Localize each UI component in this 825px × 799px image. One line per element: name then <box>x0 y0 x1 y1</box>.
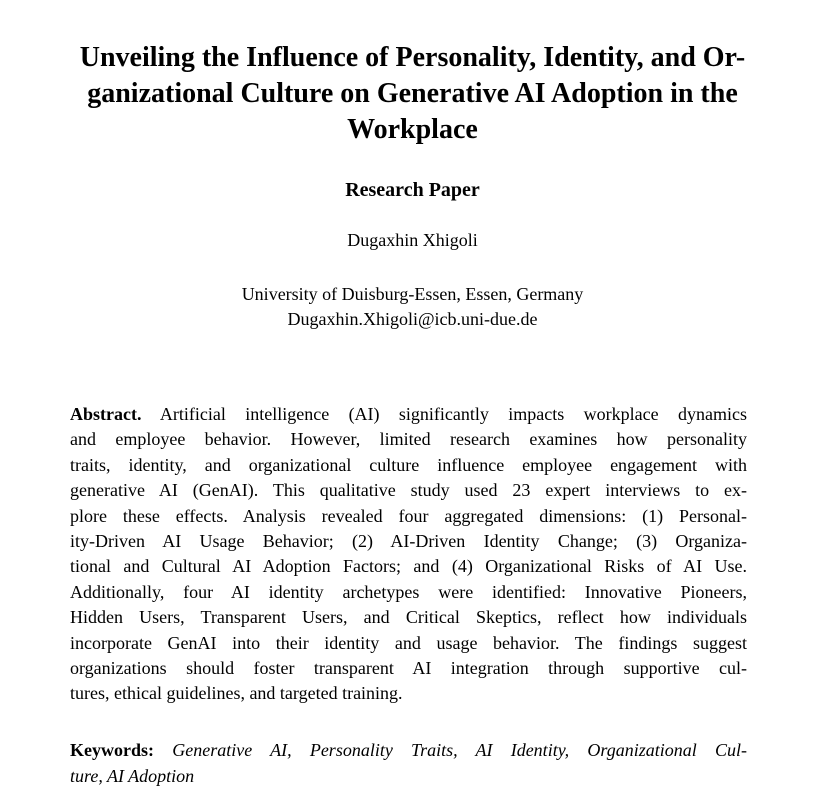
author-email: Dugaxhin.Xhigoli@icb.uni-due.de <box>287 309 538 329</box>
abstract-line: plore these effects. Analysis revealed four aggregated dimensions: (1) Personal- <box>70 505 747 526</box>
abstract <box>70 402 747 707</box>
title-line: ganizational Culture on Generative AI Adoption in the <box>87 78 738 109</box>
keywords-line: ture, AI Adoption <box>70 766 195 786</box>
abstract-text: Artificial intelligence (AI) significantly impacts workplace dynamics <box>159 404 747 424</box>
keywords-label: Keywords: <box>70 740 154 760</box>
abstract-line: Additionally, four AI identity archetypes were identified: Innovative Pioneers, <box>70 581 747 602</box>
keywords-line <box>70 737 747 763</box>
abstract-line: ity-Driven AI Usage Behavior; (2) AI-Driven Identity Change; (3) Organiza- <box>70 530 747 551</box>
title-line: Workplace <box>347 114 478 145</box>
abstract-line: traits, identity, and organizational culture influence employee engagement with <box>70 454 747 475</box>
abstract-line: organizations should foster transparent AI integration through supportive cul- <box>70 657 747 678</box>
abstract-line: incorporate GenAI into their identity and usage behavior. The findings suggest <box>70 632 747 653</box>
author-affiliation-block <box>0 282 825 332</box>
paper-type: Research Paper <box>345 179 480 201</box>
abstract-line: and employee behavior. However, limited research examines how personality <box>70 429 747 450</box>
abstract-line: tures, ethical guidelines, and targeted training. <box>70 683 403 704</box>
abstract-label: Abstract. <box>70 404 142 424</box>
author-name: Dugaxhin Xhigoli <box>347 230 478 250</box>
title-line: Unveiling the Influence of Personality, Identity, and Or- <box>79 42 746 73</box>
abstract-line: generative AI (GenAI). This qualitative study used 23 expert interviews to ex- <box>70 480 747 501</box>
keywords <box>70 737 747 789</box>
keywords-text: Generative AI, Personality Traits, AI Identity, Organizational Cul- <box>172 740 747 760</box>
abstract-line: tional and Cultural AI Adoption Factors; and (4) Organizational Risks of AI Use. <box>70 556 747 577</box>
abstract-line <box>70 402 747 427</box>
affiliation: University of Duisburg-Essen, Essen, Germany <box>241 284 584 304</box>
abstract-line: Hidden Users, Transparent Users, and Critical Skeptics, reflect how individuals <box>70 607 747 628</box>
paper-title <box>0 40 825 148</box>
